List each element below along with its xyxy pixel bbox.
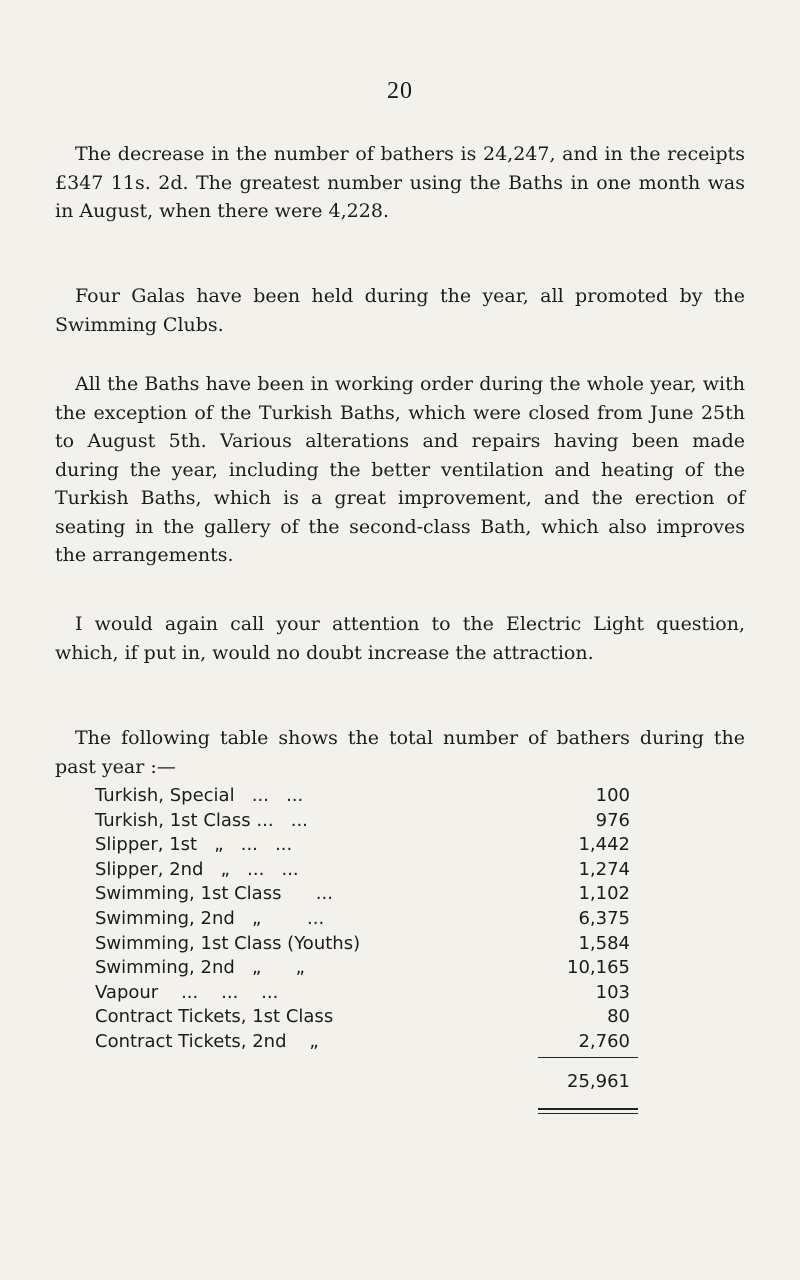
row-value: 2,760 (578, 1030, 630, 1052)
total-double-rule-upper (538, 1108, 638, 1110)
row-label: Contract Tickets, 1st Class (95, 1006, 334, 1028)
row-value: 6,375 (578, 907, 630, 929)
table-row (95, 956, 655, 981)
row-value: 80 (607, 1006, 630, 1028)
row-label: Swimming, 2nd „ „ (95, 957, 305, 979)
table-row (95, 932, 655, 957)
paragraph-galas: Four Galas have been held during the year, all promoted by the Swimming Clubs. (55, 285, 745, 336)
row-value: 10,165 (567, 957, 630, 979)
table-row (95, 1030, 655, 1055)
paragraph-working-order: All the Baths have been in working order during the whole year, with the exception of the Turkish Baths, which were closed from June 25th to August 5th. Various alterations and repairs having been made during the year, including the better ventilation and heating of the Turkish Baths, which is a great improvement, and the erection of seating in the gallery of the second-class Bath, which also improves the arrangements. (55, 373, 745, 566)
paragraph-table-intro: The following table shows the total number of bathers during the past year :— (55, 727, 745, 778)
sum-rule (538, 1057, 638, 1058)
row-label: Slipper, 1st „ ... ... (95, 834, 293, 856)
table-row (95, 882, 655, 907)
row-value: 976 (595, 809, 630, 831)
row-label: Swimming, 2nd „ ... (95, 907, 325, 929)
total-double-rule-lower (538, 1113, 638, 1114)
row-value: 103 (595, 981, 630, 1003)
row-label: Swimming, 1st Class ... (95, 883, 333, 905)
table-row (95, 784, 655, 809)
table-row (95, 981, 655, 1006)
paragraph-electric-light: I would again call your attention to the Electric Light question, which, if put in, would no doubt increase the attraction. (55, 613, 745, 664)
table-row (95, 809, 655, 834)
row-label: Turkish, 1st Class ... ... (95, 809, 308, 831)
row-label: Vapour ... ... ... (95, 981, 279, 1003)
table-row (95, 1005, 655, 1030)
row-value: 1,442 (578, 834, 630, 856)
table-row (95, 907, 655, 932)
row-value: 1,102 (578, 883, 630, 905)
bathers-table (95, 784, 655, 1055)
row-value: 1,584 (578, 932, 630, 954)
page-number: 20 (387, 78, 413, 104)
table-row (95, 858, 655, 883)
row-label: Slipper, 2nd „ ... ... (95, 858, 299, 880)
row-label: Swimming, 1st Class (Youths) (95, 932, 361, 954)
row-label: Turkish, Special ... ... (95, 785, 304, 806)
row-label: Contract Tickets, 2nd „ (95, 1030, 319, 1052)
paragraph-bathers-decrease: The decrease in the number of bathers is 24,247, and in the receipts £347 11s. 2d. The greatest number using the Baths in one month was in August, when there were 4,228. (55, 143, 745, 222)
row-value: 100 (595, 785, 630, 806)
table-total: 25,961 (567, 1071, 630, 1092)
table-row (95, 833, 655, 858)
row-value: 1,274 (578, 858, 630, 880)
